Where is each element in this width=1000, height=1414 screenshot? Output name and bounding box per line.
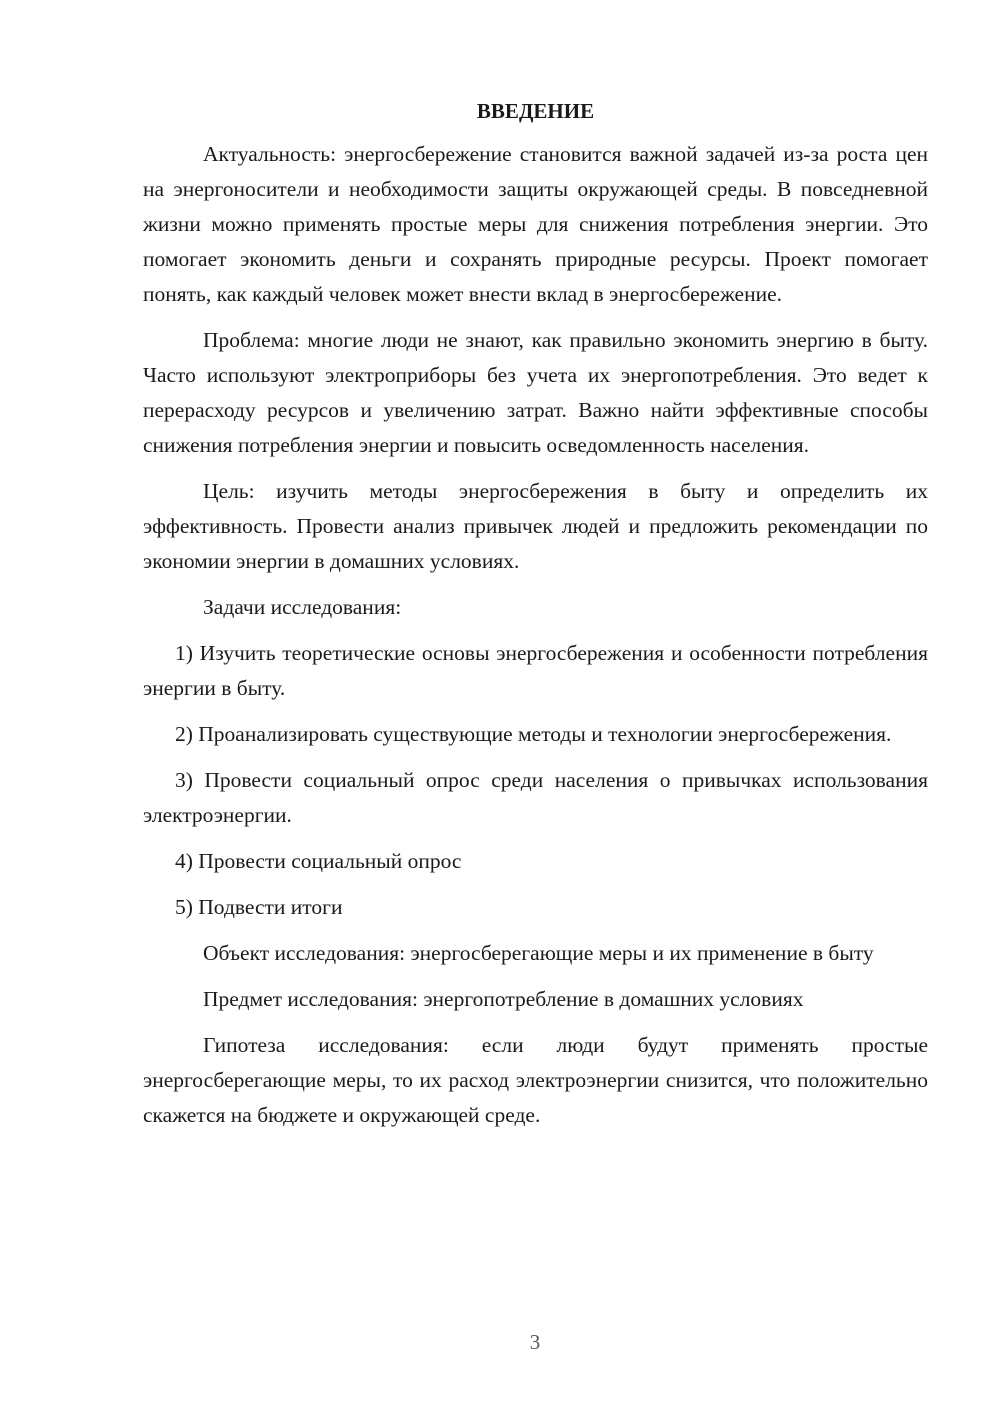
task-item-3: 3) Провести социальный опрос среди населения о привычках использования электроэнергии.: [143, 768, 928, 827]
object-paragraph: Объект исследования: энергосберегающие меры и их применение в быту: [203, 941, 874, 965]
tasks-heading: Задачи исследования:: [203, 595, 402, 619]
task-item-4: 4) Провести социальный опрос: [175, 849, 462, 873]
page-number: 3: [529, 1330, 541, 1354]
hypothesis-paragraph: Гипотеза исследования: если люди будут применять простые энергосберегающие меры, то их расход электроэнергии снизится, что положительно скажется на бюджете и окружающей среде.: [143, 1033, 928, 1127]
document-body: [143, 94, 928, 1144]
relevance-paragraph: Актуальность: энергосбережение становится важной задачей из-за роста цен на энергоносители и необходимости защиты окружающей среды. В повседневной жизни можно применять простые меры для снижения потребления энергии. Это помогает экономить деньги и сохранять природные ресурсы. Проект помогает понять, как каждый человек может внести вклад в энергосбережение.: [143, 142, 928, 306]
task-item-1: 1) Изучить теоретические основы энергосбережения и особенности потребления энергии в быту.: [143, 641, 928, 700]
problem-paragraph: Проблема: многие люди не знают, как правильно экономить энергию в быту. Часто используют электроприборы без учета их энергопотребления. Это ведет к перерасходу ресурсов и увеличению затрат. Важно найти эффективные способы снижения потребления энергии и повысить осведомленность населения.: [143, 328, 928, 457]
task-item-5: 5) Подвести итоги: [175, 895, 343, 919]
subject-paragraph: Предмет исследования: энергопотребление в домашних условиях: [203, 987, 804, 1011]
goal-paragraph: Цель: изучить методы энергосбережения в быту и определить их эффективность. Провести анализ привычек людей и предложить рекомендации по экономии энергии в домашних условиях.: [143, 479, 928, 573]
page-title: ВВЕДЕНИЕ: [476, 99, 595, 123]
task-item-2: 2) Проанализировать существующие методы и технологии энергосбережения.: [175, 722, 892, 746]
